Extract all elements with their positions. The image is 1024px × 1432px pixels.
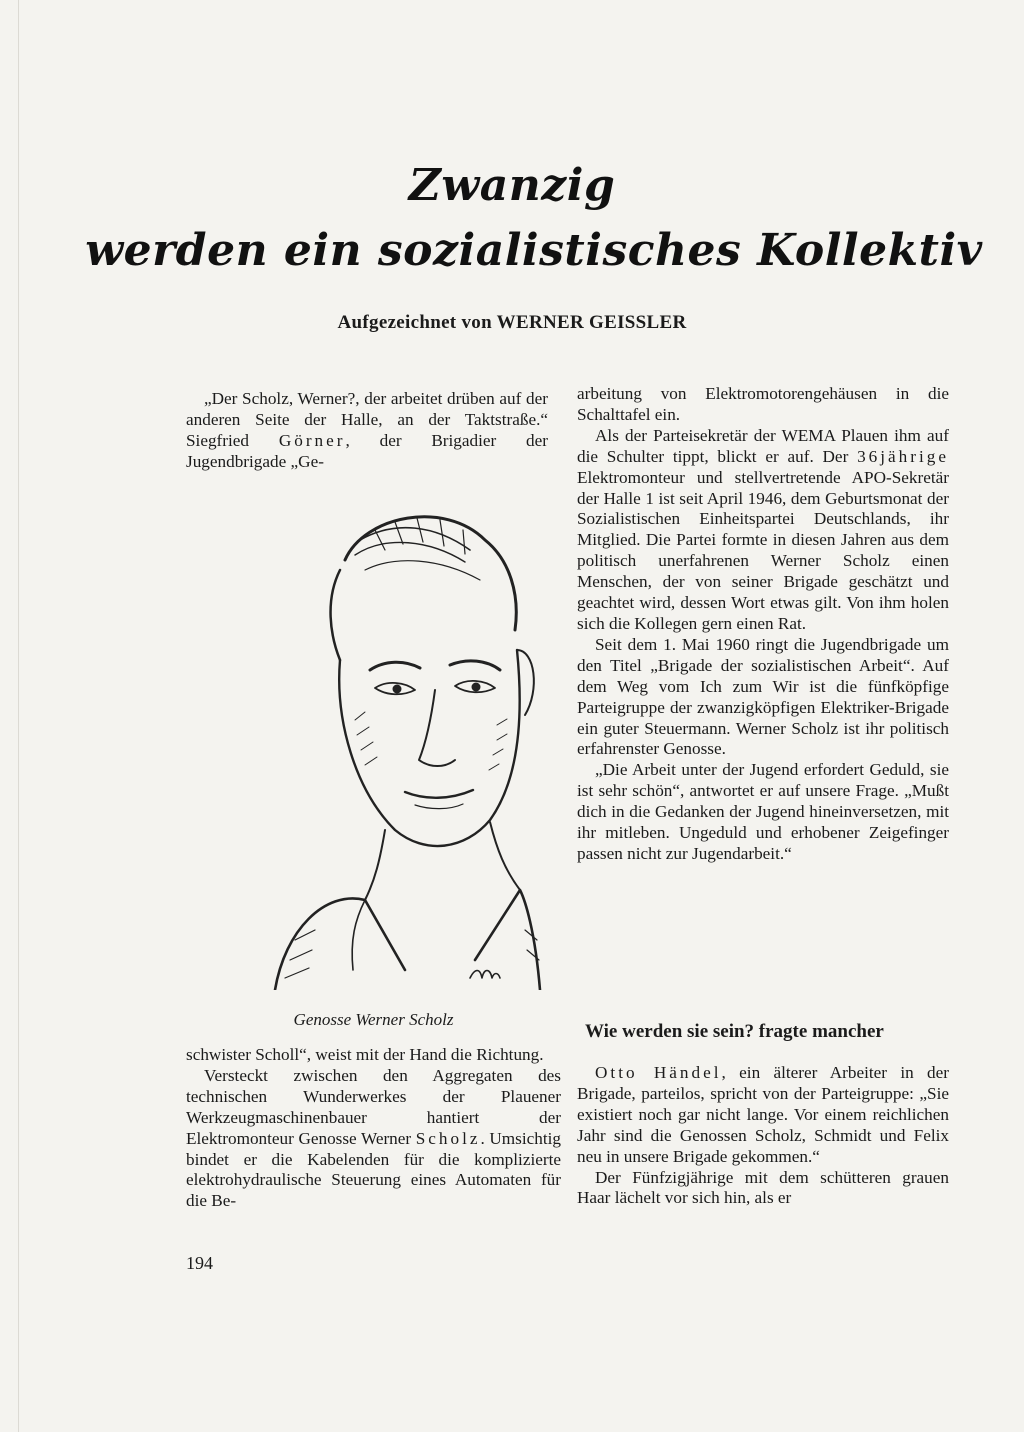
paragraph: Der Fünfzigjährige mit dem schütteren grauen Haar lächelt vor sich hin, als er bbox=[577, 1167, 949, 1208]
paragraph: arbeitung von Elektromotorengehäusen in die Schalttafel ein. bbox=[577, 384, 949, 424]
section-subheading: Wie werden sie sein? fragte mancher bbox=[585, 1021, 884, 1042]
text-run: , ein älterer Arbeiter in der Brigade, parteilos, spricht von der Parteigruppe: „Sie existiert noch gar nicht lange. Vor einem reichlichen Jahr sind die Genossen Scholz, Schmidt und Felix neu in unsere Brigade gekommen.“ bbox=[577, 1063, 949, 1166]
text-run: Elektromonteur und stellvertretende APO-Sekretär der Halle 1 ist seit April 1946, dem Geburtsmonat der Sozialistischen Einheitspartei Deutschlands, ihr Mitglied. Die Partei formte in diesen Jahren aus dem politisch unerfahrenen Werner Scholz einen Menschen, der von seiner Brigade geschätzt und geachtet wird, dessen Wort etwas gilt. Von ihm holen sich die Kollegen gern einen Rat. bbox=[577, 467, 949, 633]
paragraph bbox=[186, 1066, 561, 1212]
text-run: Versteckt zwischen den Aggregaten des technischen Wunderwerkes der Plauener Werkzeugmaschinenbauer hantiert der Elektromonteur Genosse Werner bbox=[186, 1065, 561, 1148]
paragraph bbox=[186, 389, 548, 473]
right-column-bottom bbox=[577, 1063, 949, 1209]
byline-prefix: Aufgezeichnet von bbox=[337, 312, 492, 333]
byline-author: WERNER GEISSLER bbox=[496, 312, 687, 333]
paragraph: „Die Arbeit unter der Jugend erfordert Geduld, sie ist sehr schön“, antwortet er auf unsere Frage. „Mußt dich in die Gedanken der Jugend hineinversetzen, mit ihr mitleben. Ungeduld und erhobener Zeigefinger passen nicht zur Jugendarbeit.“ bbox=[577, 760, 949, 863]
text-run: „Der Scholz, Werner?, der arbeitet drüben auf der anderen Seite der Halle, an der Taktstraße.“ Siegfried bbox=[186, 389, 548, 450]
left-column-top bbox=[186, 389, 548, 473]
scan-edge-line bbox=[18, 0, 19, 1432]
left-column-bottom bbox=[186, 1045, 561, 1212]
name-spaced: Otto Händel bbox=[595, 1063, 722, 1082]
article-byline bbox=[0, 312, 1024, 334]
text-run: . Umsichtig bindet er die Kabelenden für die komplizierte elektrohydraulische Steuerung eines Automaten für die Be- bbox=[186, 1128, 561, 1211]
name-spaced: Görner bbox=[278, 430, 346, 450]
paragraph bbox=[577, 1063, 949, 1168]
right-column-top bbox=[577, 384, 949, 865]
portrait-illustration bbox=[235, 500, 580, 990]
article-title-line-1: Zwanzig bbox=[408, 160, 616, 211]
portrait-caption: Genosse Werner Scholz bbox=[293, 1010, 454, 1029]
paragraph: schwister Scholl“, weist mit der Hand die Richtung. bbox=[186, 1045, 544, 1064]
page-number: 194 bbox=[186, 1253, 213, 1273]
text-run: , der Brigadier der Jugendbrigade „Ge- bbox=[186, 430, 548, 471]
age-spaced: 36jährige bbox=[857, 446, 949, 466]
article-title-line-2: werden ein sozialistisches Kollektiv bbox=[85, 225, 983, 276]
paragraph: Seit dem 1. Mai 1960 ringt die Jugendbrigade um den Titel „Brigade der sozialistischen Arbeit“. Auf dem Weg vom Ich zum Wir ist die fünfköpfige Parteigruppe der zwanzigköpfigen Elektriker-Brigade ein guter Steuermann. Werner Scholz ist ihr politisch erfahrenster Genosse. bbox=[577, 634, 949, 759]
paragraph bbox=[577, 426, 949, 635]
name-spaced: Scholz bbox=[415, 1128, 481, 1148]
text-run: Als der Parteisekretär der WEMA Plauen ihm auf die Schulter tippt, blickt er auf. Der bbox=[577, 425, 949, 466]
